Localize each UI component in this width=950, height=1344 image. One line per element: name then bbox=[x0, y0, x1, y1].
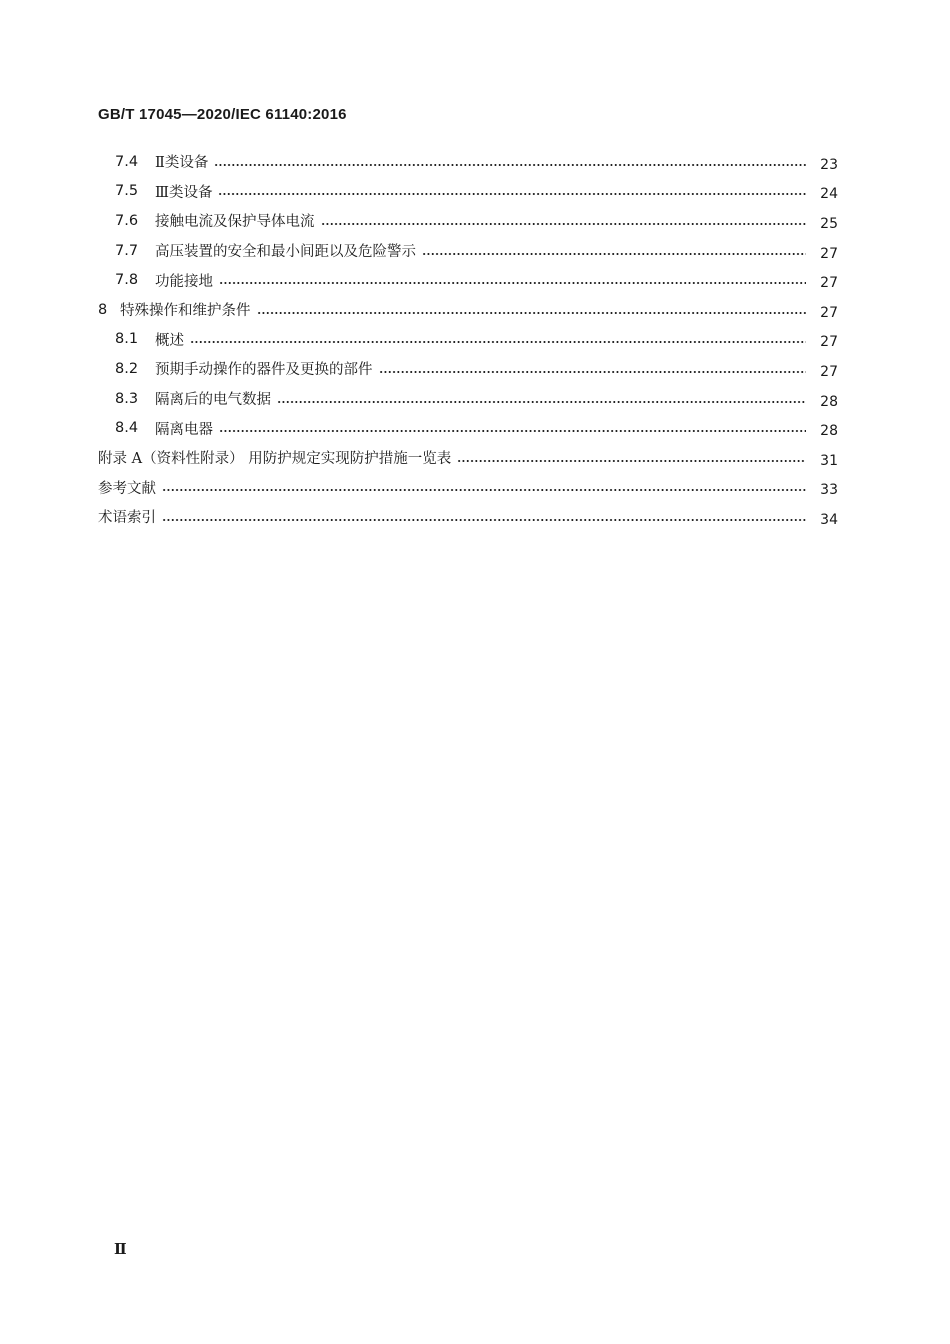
toc-entry-title: 术语索引 bbox=[98, 510, 156, 527]
page-number-footer: Ⅱ bbox=[114, 1240, 127, 1258]
toc-entry-title: 附录 A（资料性附录） 用防护规定实现防护措施一览表 bbox=[98, 451, 452, 468]
toc-dot-leader bbox=[457, 460, 806, 462]
toc-dot-leader bbox=[214, 164, 806, 166]
toc-entry-annex-a[interactable] bbox=[98, 443, 838, 473]
toc-entry-7-5[interactable] bbox=[98, 177, 838, 207]
toc-dot-leader bbox=[162, 489, 806, 491]
toc-entry-8[interactable] bbox=[98, 295, 838, 325]
toc-entry-page: 31 bbox=[820, 452, 838, 469]
toc-dot-leader bbox=[257, 312, 807, 314]
toc-entry-number: 8.1 bbox=[115, 331, 139, 348]
toc-entry-page: 34 bbox=[820, 511, 838, 528]
toc-dot-leader bbox=[277, 401, 806, 403]
toc-entry-title: 预期手动操作的器件及更换的部件 bbox=[155, 362, 373, 379]
toc-entry-7-6[interactable] bbox=[98, 206, 838, 236]
toc-entry-title: 特殊操作和维护条件 bbox=[120, 303, 251, 320]
toc-entry-8-4[interactable] bbox=[98, 413, 838, 443]
toc-entry-title: Ⅲ类设备 bbox=[155, 184, 213, 201]
toc-entry-page: 27 bbox=[820, 245, 838, 262]
table-of-contents bbox=[98, 147, 838, 532]
toc-entry-number: 7.6 bbox=[115, 212, 139, 229]
toc-dot-leader bbox=[422, 253, 806, 255]
toc-entry-number: 7.4 bbox=[115, 153, 139, 170]
toc-entry-7-8[interactable] bbox=[98, 265, 838, 295]
toc-dot-leader bbox=[162, 519, 806, 521]
document-header-code: GB/T 17045—2020/IEC 61140:2016 bbox=[98, 106, 347, 123]
toc-entry-number: 7.7 bbox=[115, 242, 139, 259]
toc-entry-page: 24 bbox=[820, 186, 838, 203]
toc-entry-page: 28 bbox=[820, 393, 838, 410]
toc-entry-8-1[interactable] bbox=[98, 325, 838, 355]
toc-dot-leader bbox=[190, 341, 806, 343]
toc-entry-number: 7.8 bbox=[115, 272, 139, 289]
toc-dot-leader bbox=[379, 371, 807, 373]
toc-entry-page: 27 bbox=[820, 304, 838, 321]
toc-entry-number: 8.2 bbox=[115, 360, 139, 377]
toc-entry-page: 27 bbox=[820, 334, 838, 351]
toc-entry-number: 8.3 bbox=[115, 390, 139, 407]
toc-entry-title: Ⅱ类设备 bbox=[155, 155, 209, 172]
toc-entry-page: 23 bbox=[820, 156, 838, 173]
toc-entry-title: 高压装置的安全和最小间距以及危险警示 bbox=[155, 244, 416, 261]
toc-entry-7-7[interactable] bbox=[98, 236, 838, 266]
toc-entry-7-4[interactable] bbox=[98, 147, 838, 177]
toc-entry-8-3[interactable] bbox=[98, 384, 838, 414]
toc-entry-8-2[interactable] bbox=[98, 354, 838, 384]
toc-dot-leader bbox=[219, 430, 806, 432]
toc-entry-title: 隔离后的电气数据 bbox=[155, 392, 271, 409]
toc-entry-title: 接触电流及保护导体电流 bbox=[155, 214, 315, 231]
toc-entry-page: 27 bbox=[820, 363, 838, 380]
toc-entry-number: 8.4 bbox=[115, 420, 139, 437]
toc-entry-page: 27 bbox=[820, 275, 838, 292]
toc-dot-leader bbox=[219, 282, 806, 284]
toc-entry-page: 33 bbox=[820, 482, 838, 499]
toc-dot-leader bbox=[321, 223, 807, 225]
toc-entry-title: 概述 bbox=[155, 332, 184, 349]
toc-entry-number: 8 bbox=[98, 301, 108, 318]
toc-entry-title: 隔离电器 bbox=[155, 421, 213, 438]
toc-entry-index[interactable] bbox=[98, 502, 838, 532]
toc-dot-leader bbox=[218, 193, 806, 195]
toc-entry-page: 28 bbox=[820, 423, 838, 440]
toc-entry-title: 参考文献 bbox=[98, 480, 156, 497]
toc-entry-bibliography[interactable] bbox=[98, 473, 838, 503]
toc-entry-page: 25 bbox=[820, 215, 838, 232]
toc-entry-title: 功能接地 bbox=[155, 273, 213, 290]
toc-entry-number: 7.5 bbox=[115, 183, 139, 200]
